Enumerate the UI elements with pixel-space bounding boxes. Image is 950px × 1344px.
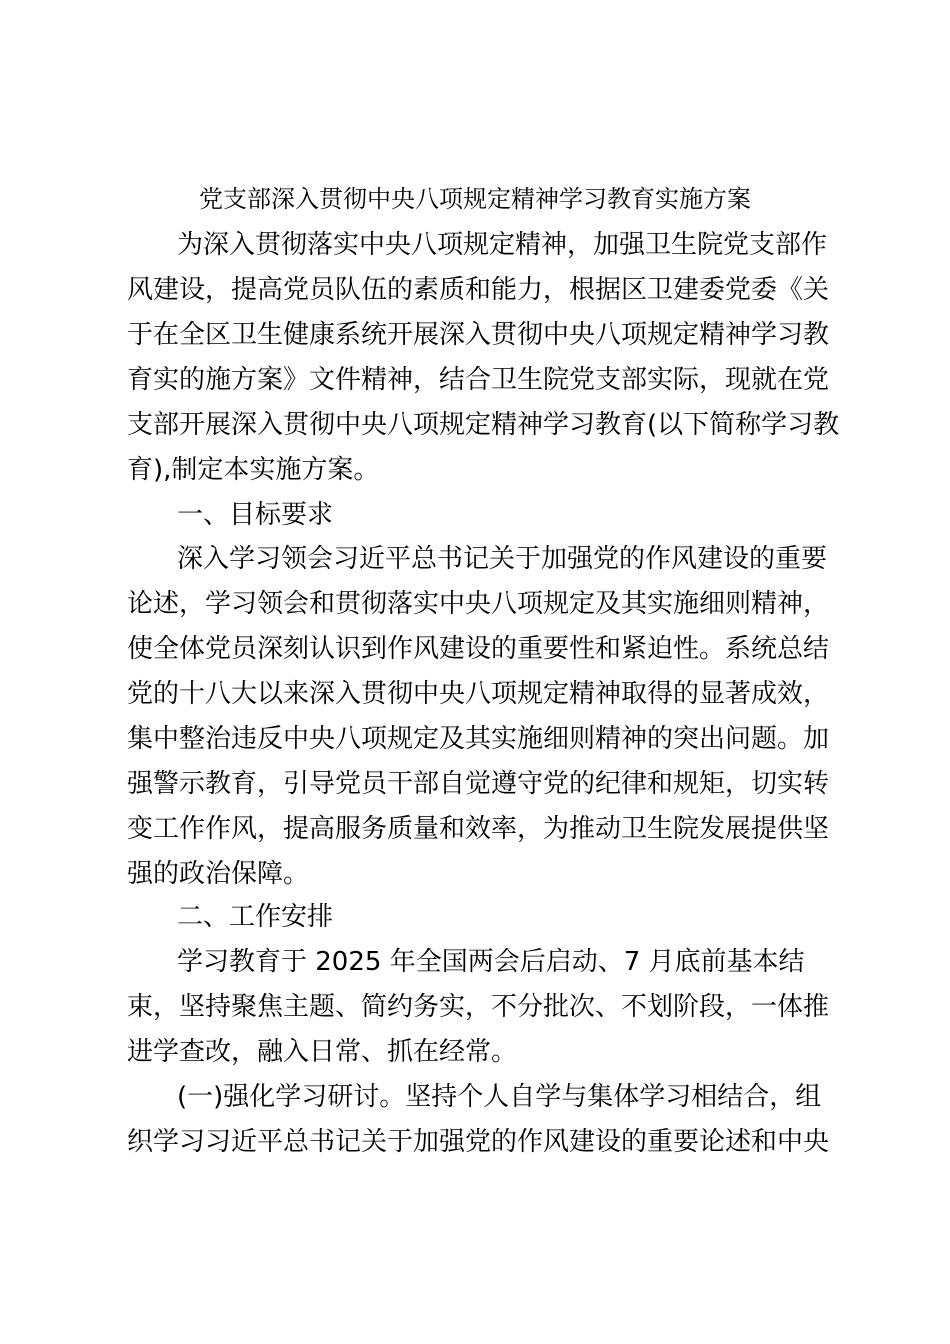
paragraph-line: 支部开展深入贯彻中央八项规定精神学习教育(以下简称学习教 <box>127 410 840 440</box>
paragraph-line: 育),制定本实施方案。 <box>127 455 380 485</box>
paragraph-line: 强的政治保障。 <box>127 859 310 889</box>
paragraph-line: 织学习习近平总书记关于加强党的作风建设的重要论述和中央 <box>127 1127 830 1157</box>
document-title: 党支部深入贯彻中央八项规定精神学习教育实施方案 <box>199 185 751 213</box>
paragraph-line: 进学查改，融入日常、抓在经常。 <box>127 1037 518 1067</box>
section-heading: 二、工作安排 <box>177 902 334 932</box>
paragraph-line: 束，坚持聚焦主题、简约务实，不分批次、不划阶段，一体推 <box>127 992 830 1022</box>
paragraph-line: 学习教育于 2025 年全国两会后启动、7 月底前基本结 <box>177 947 805 977</box>
paragraph-line: 风建设，提高党员队伍的素质和能力，根据区卫建委党委《关 <box>127 275 830 305</box>
paragraph-line: 为深入贯彻落实中央八项规定精神，加强卫生院党支部作 <box>177 230 828 260</box>
paragraph-line: 使全体党员深刻认识到作风建设的重要性和紧迫性。系统总结 <box>127 634 830 664</box>
paragraph-line: 变工作作风，提高服务质量和效率，为推动卫生院发展提供坚 <box>127 814 830 844</box>
paragraph-line: 于在全区卫生健康系统开展深入贯彻中央八项规定精神学习教 <box>127 320 830 350</box>
paragraph-line: 集中整治违反中央八项规定及其实施细则精神的突出问题。加 <box>127 724 830 754</box>
paragraph-line: 深入学习领会习近平总书记关于加强党的作风建设的重要 <box>177 544 828 574</box>
paragraph-line: 育实的施方案》文件精神，结合卫生院党支部实际，现就在党 <box>127 365 830 395</box>
paragraph-line: 党的十八大以来深入贯彻中央八项规定精神取得的显著成效， <box>127 679 830 709</box>
paragraph-line: (一)强化学习研讨。坚持个人自学与集体学习相结合，组 <box>177 1082 822 1112</box>
section-heading: 一、目标要求 <box>177 500 334 530</box>
paragraph-line: 论述，学习领会和贯彻落实中央八项规定及其实施细则精神， <box>127 589 830 619</box>
paragraph-line: 强警示教育，引导党员干部自觉遵守党的纪律和规矩，切实转 <box>127 769 830 799</box>
